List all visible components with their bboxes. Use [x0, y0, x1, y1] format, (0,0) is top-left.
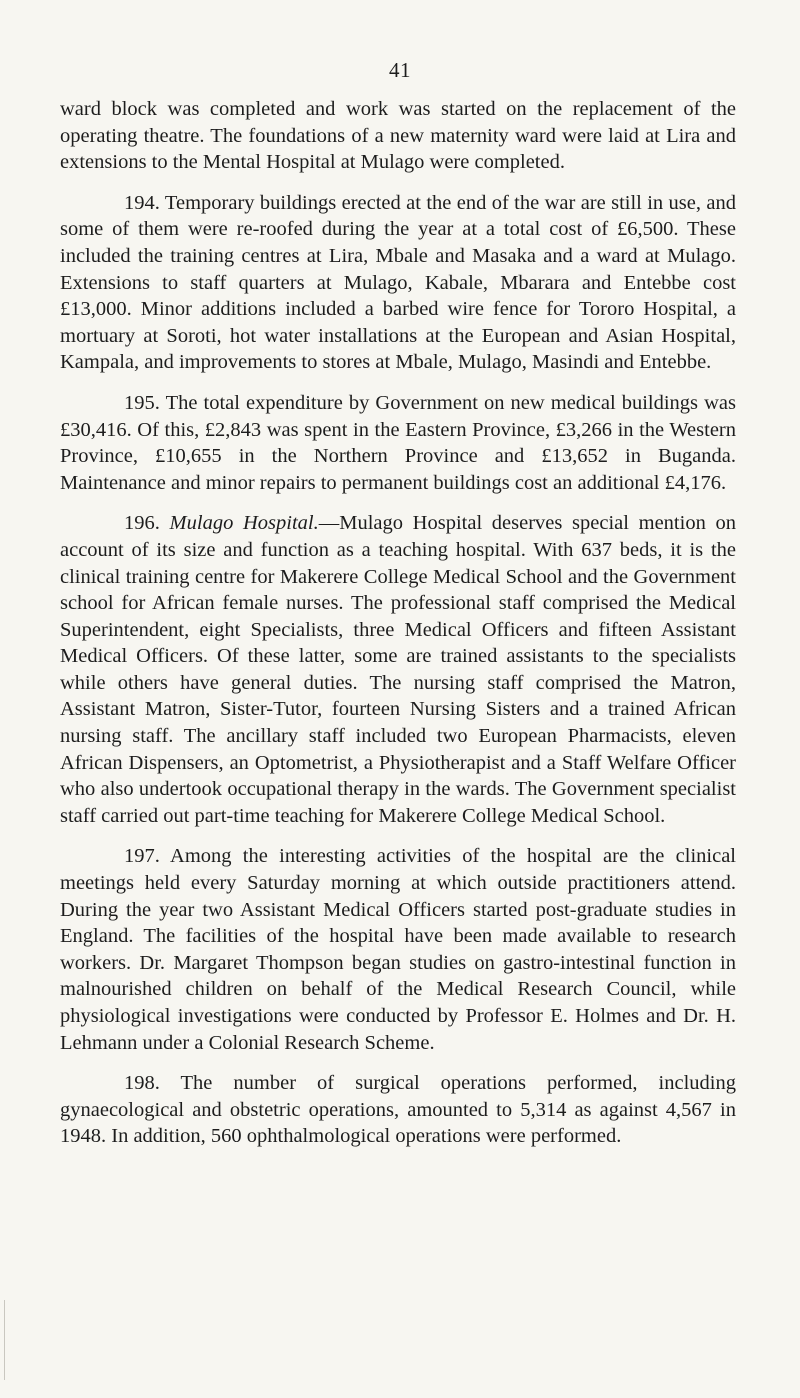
body-text [60, 96, 736, 1164]
paragraph-195 [60, 390, 736, 496]
paragraph-text: The total expenditure by Government on new medical buildings was £30,416. Of this, £2,843 was spent in the Eastern Province, £3,266 in the Western Province, £10,655 in the Northern Province and £13,652 in Buganda. Maintenance and minor repairs to permanent buildings cost an additional £4,176. [60, 391, 736, 494]
paragraph-heading: Mulago Hospital. [169, 512, 319, 535]
paragraph-number: 198. [124, 1072, 160, 1095]
paragraph-196 [60, 510, 736, 829]
paragraph-text: The number of surgical operations performed, including gynaecological and obstetric operations, amounted to 5,314 as against 4,567 in 1948. In addition, 560 ophthalmological operations were performed. [60, 1072, 736, 1148]
paragraph-number: 194. [124, 191, 160, 214]
paragraph-197 [60, 843, 736, 1056]
paragraph-194 [60, 190, 736, 376]
paragraph-text: Temporary buildings erected at the end of the war are still in use, and some of them were re-roofed during the year at a total cost of £6,500. These included the training centres at Lira, Mbale and Masaka and a ward at Mulago. Extensions to staff quarters at Mulago, Kabale, Mbarara and Entebbe cost £13,000. Minor additions included a barbed wire fence for Tororo Hospital, a mortuary at Soroti, hot water installations at the European and Asian Hospital, Kampala, and improvements to stores at Mbale, Mulago, Masindi and Entebbe. [60, 191, 736, 374]
paragraph-text: Among the interesting activities of the hospital are the clinical meetings held every Saturday morning at which outside practitioners attend. During the year two Assistant Medical Officers started post-graduate studies in England. The facilities of the hospital have been made available to research workers. Dr. Margaret Thompson began studies on gastro-intestinal function in malnourished children on behalf of the Medical Research Council, while physiological investigations were conducted by Professor E. Holmes and Dr. H. Lehmann under a Colonial Research Scheme. [60, 845, 737, 1054]
paragraph-number: 197. [124, 845, 160, 868]
paragraph-text: ward block was completed and work was started on the replacement of the operating theatre. The foundations of a new maternity ward were laid at Lira and extensions to the Mental Hospital at Mulago were completed. [60, 98, 736, 174]
paragraph-198 [60, 1070, 736, 1150]
paragraph-number: 195. [124, 391, 160, 414]
paragraph-continuation [60, 96, 736, 176]
paragraph-text: —Mulago Hospital deserves special mention on account of its size and function as a teaching hospital. With 637 beds, it is the clinical training centre for Makerere College Medical School and the Government school for African female nurses. The professional staff comprised the Medical Superintendent, eight Specialists, three Medical Officers and fifteen Assistant Medical Officers. Of these latter, some are trained assistants to the specialists while others have general duties. The nursing staff comprised the Matron, Assistant Matron, Sister-Tutor, fourteen Nursing Sisters and a trained African nursing staff. The ancillary staff included two European Pharmacists, eleven African Dispensers, an Optometrist, a Physiotherapist and a Staff Welfare Officer who also undertook occupational therapy in the wards. The Government specialist staff carried out part-time teaching for Makerere College Medical School. [60, 512, 736, 827]
page-number: 41 [389, 58, 411, 82]
page-edge-mark [4, 1300, 5, 1380]
paragraph-number: 196. [124, 512, 160, 535]
